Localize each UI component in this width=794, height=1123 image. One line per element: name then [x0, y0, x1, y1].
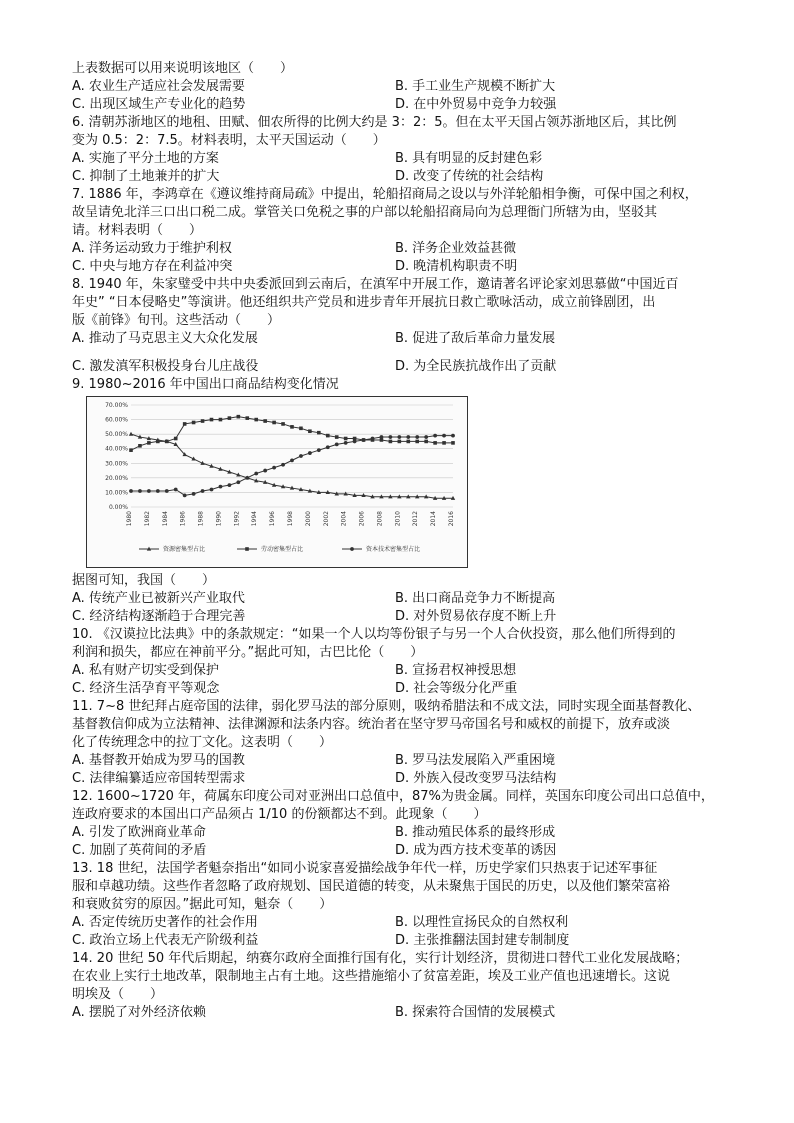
data-point [433, 434, 437, 438]
x-tick-label: 1990 [215, 511, 223, 527]
q14-text-line3: 明埃及（ ） [72, 987, 164, 1002]
q7-option-b[interactable]: B. 洋务企业效益甚微 [395, 241, 517, 256]
q6-text-line1: 6. 清朝苏浙地区的地租、田赋、佃农所得的比例大约是 3：2：5。但在太平天国占领苏浙地区后，其比例 [72, 115, 677, 130]
data-point [308, 451, 312, 455]
q14-option-b[interactable]: B. 探索符合国情的发展模式 [395, 1005, 556, 1020]
data-point [317, 448, 321, 452]
data-point [192, 492, 196, 496]
x-tick-label: 2004 [340, 511, 348, 527]
data-point [156, 489, 160, 493]
q11-option-d[interactable]: D. 外族入侵改变罗马法结构 [395, 771, 557, 786]
data-point [237, 415, 241, 419]
data-point [299, 427, 303, 431]
option-b[interactable]: B. 手工业生产规模不断扩大 [395, 79, 556, 94]
x-tick-label: 2014 [430, 511, 438, 527]
q11-text-line3: 化了传统理念中的拉丁文化。这表明（ ） [72, 735, 333, 750]
data-point [129, 432, 133, 436]
data-point [227, 483, 231, 487]
q8-option-c[interactable]: C. 激发滇军积极投身台儿庄战役 [72, 359, 259, 374]
q6-option-c[interactable]: C. 抑制了土地兼并的扩大 [72, 169, 220, 184]
data-point [389, 440, 393, 444]
data-point [371, 437, 375, 441]
x-tick-label: 1998 [287, 511, 294, 527]
data-point [397, 435, 401, 439]
q6-option-b[interactable]: B. 具有明显的反封建色彩 [395, 151, 543, 166]
q8-option-b[interactable]: B. 促进了敌后革命力量发展 [395, 331, 556, 346]
y-tick-label: 10.00% [105, 489, 128, 497]
q8-text-line1: 8. 1940 年，朱家璧受中共中央委派回到云南后，在滇军中开展工作，邀请著名评论家刘思慕做“中国近百 [72, 277, 679, 292]
data-point [290, 425, 294, 429]
data-point [174, 437, 178, 441]
x-tick-label: 1982 [143, 511, 151, 527]
data-point [326, 434, 330, 438]
y-tick-label: 60.00% [105, 416, 128, 424]
data-point [272, 466, 276, 470]
data-point [398, 440, 402, 444]
x-tick-label: 1996 [269, 511, 277, 527]
data-point [228, 416, 232, 420]
x-tick-label: 2002 [322, 511, 330, 527]
q13-text-line2: 服和卓越功绩。这些作者忽略了政府规划、国民道德的转变，从未聚焦于国民的历史，以及他们繁荣富裕 [72, 879, 671, 894]
q7-text-line2: 故呈请免北洋三口出口税二成。掌管关口免税之事的户部以轮船招商局向为总理衙门所辖为由，坚驳其 [72, 205, 658, 220]
q9-option-c[interactable]: C. 经济结构逐渐趋于合理完善 [72, 609, 246, 624]
data-point [415, 440, 419, 444]
q7-option-c[interactable]: C. 中央与地方存在利益冲突 [72, 259, 233, 274]
export-structure-chart [86, 396, 468, 568]
q7-text-line3: 请。材料表明（ ） [72, 223, 203, 238]
data-point [353, 440, 357, 444]
q6-option-a[interactable]: A. 实施了平分土地的方案 [72, 151, 219, 166]
data-point [451, 434, 455, 438]
data-point [281, 463, 285, 467]
x-tick-label: 2008 [376, 511, 384, 527]
q7-option-d[interactable]: D. 晚清机构职责不明 [395, 259, 518, 274]
data-point [335, 442, 339, 446]
y-tick-label: 40.00% [105, 445, 128, 453]
q8-option-a[interactable]: A. 推动了马克思主义大众化发展 [72, 331, 258, 346]
data-point [433, 441, 437, 445]
data-point [442, 434, 446, 438]
q11-option-b[interactable]: B. 罗马法发展陷入严重困境 [395, 753, 556, 768]
data-point [156, 440, 160, 444]
q11-text-line1: 11. 7~8 世纪拜占庭帝国的法律，弱化罗马法的部分原则，吸纳希腊法和不成文法，同时实现全面基督教化、 [72, 699, 701, 714]
q10-text-line1: 10. 《汉谟拉比法典》中的条款规定：“如果一个人以均等份银子与另一个人合伙投资，那么他们所得到的 [72, 627, 676, 642]
q14-option-a[interactable]: A. 摆脱了对外经济依赖 [72, 1005, 206, 1020]
data-point [380, 435, 384, 439]
option-c[interactable]: C. 出现区域生产专业化的趋势 [72, 97, 246, 112]
x-tick-label: 1986 [179, 511, 187, 527]
legend-label: 资本技术密集型占比 [366, 546, 421, 553]
data-point [415, 435, 419, 439]
data-point [281, 422, 285, 426]
data-point [326, 445, 330, 449]
q13-option-a[interactable]: A. 否定传统历史著作的社会作用 [72, 915, 258, 930]
data-point [201, 419, 205, 423]
data-point [138, 489, 142, 493]
data-point [272, 421, 276, 425]
q9-option-d[interactable]: D. 对外贸易依存度不断上升 [395, 609, 557, 624]
data-point [174, 488, 178, 492]
q12-text-line1: 12. 1600~1720 年，荷属东印度公司对亚洲出口总值中，87%为贵金属。同样，英国东印度公司出口总值中， [72, 789, 714, 804]
data-point [388, 435, 392, 439]
legend-marker [245, 547, 249, 551]
q11-text-line2: 基督教信仰成为立法精神、法律渊源和法条内容。统治者在坚守罗马帝国名号和威权的前提下，放弃或淡 [72, 717, 671, 732]
data-point [245, 416, 249, 420]
q12-option-d[interactable]: D. 成为西方技术变革的诱因 [395, 843, 557, 858]
x-tick-label: 2010 [394, 511, 402, 527]
q14-text-line2: 在农业上实行土地改革，限制地主占有土地。这些措施缩小了贫富差距，埃及工业产值也迅速增长。这说 [72, 969, 671, 984]
q7-text-line1: 7. 1886 年，李鸿章在《遵议维持商局疏》中提出，轮船招商局之设以与外洋轮船相争衡，可保中国之利权， [72, 187, 698, 202]
exam-page [72, 60, 732, 1022]
data-point [263, 419, 267, 423]
data-point [219, 485, 223, 489]
x-tick-label: 1988 [197, 511, 205, 527]
legend-marker [350, 547, 354, 551]
legend-label: 资源密集型占比 [163, 546, 206, 553]
q14-text-line1: 14. 20 世纪 50 年代后期起，纳赛尔政府全面推行国有化，实行计划经济，贯彻进口替代工业化发展战略； [72, 951, 689, 966]
q13-option-c[interactable]: C. 政治立场上代表无产阶级利益 [72, 933, 259, 948]
x-tick-label: 2006 [358, 511, 366, 527]
data-point [219, 418, 223, 422]
data-point [290, 458, 294, 462]
x-tick-label: 1994 [251, 511, 259, 527]
data-point [147, 489, 151, 493]
q7-option-a[interactable]: A. 洋务运动致力于维护利权 [72, 241, 232, 256]
option-a[interactable]: A. 农业生产适应社会发展需要 [72, 79, 245, 94]
q9-stem: 据图可知，我国（ ） [72, 573, 216, 588]
data-point [406, 435, 410, 439]
q6-option-d[interactable]: D. 改变了传统的社会结构 [395, 169, 544, 184]
q12-option-c[interactable]: C. 加剧了英荷间的矛盾 [72, 843, 207, 858]
q13-option-d[interactable]: D. 主张推翻法国封建专制制度 [395, 933, 570, 948]
q6-text-line2: 变为 0.5：2：7.5。材料表明，太平天国运动（ ） [72, 133, 386, 148]
data-point [129, 448, 133, 452]
data-point [335, 435, 339, 439]
q8-text-line3: 版《前锋》旬刊。这些活动（ ） [72, 313, 281, 328]
data-point [442, 441, 446, 445]
data-point [183, 422, 187, 426]
q10-option-a[interactable]: A. 私有财产切实受到保护 [72, 663, 219, 678]
q9-title: 9. 1980~2016 年中国出口商品结构变化情况 [72, 377, 339, 392]
data-point [245, 476, 249, 480]
data-point [147, 441, 151, 445]
data-point [201, 489, 205, 493]
data-point [192, 421, 196, 425]
y-tick-label: 30.00% [105, 460, 128, 468]
q8-option-d[interactable]: D. 为全民族抗战作出了贡献 [395, 359, 557, 374]
question-stem: 上表数据可以用来说明该地区（ ） [72, 61, 294, 76]
x-tick-label: 1992 [233, 511, 241, 527]
data-point [236, 480, 240, 484]
y-tick-label: 70.00% [105, 402, 128, 409]
data-point [210, 488, 214, 492]
q13-option-b[interactable]: B. 以理性宣扬民众的自然权利 [395, 915, 569, 930]
q11-option-a[interactable]: A. 基督教开始成为罗马的国教 [72, 753, 245, 768]
data-point [129, 489, 133, 493]
data-point [424, 435, 428, 439]
data-point [344, 437, 348, 441]
q12-option-b[interactable]: B. 推动殖民体系的最终形成 [395, 825, 556, 840]
x-tick-label: 2016 [448, 511, 455, 527]
data-point [165, 489, 169, 493]
data-point [263, 469, 267, 473]
series-line-1 [131, 417, 453, 451]
data-point [210, 418, 214, 422]
option-d[interactable]: D. 在中外贸易中竞争力较强 [395, 97, 557, 112]
data-point [299, 454, 303, 458]
q10-option-b[interactable]: B. 宣扬君权神授思想 [395, 663, 517, 678]
q12-text-line2: 连政府要求的本国出口产品须占 1/10 的份额都达不到。此现象（ ） [72, 807, 487, 822]
y-tick-label: 20.00% [105, 474, 128, 482]
q13-text-line1: 13. 18 世纪，法国学者魁奈指出“如同小说家喜爱描绘战争年代一样，历史学家们只热衷于记述军事征 [72, 861, 658, 876]
data-point [424, 440, 428, 444]
data-point [183, 493, 187, 497]
data-point [254, 472, 258, 476]
line-chart-svg [87, 397, 467, 567]
data-point [138, 444, 142, 448]
y-tick-label: 0.00% [108, 504, 128, 511]
x-tick-label: 2000 [304, 511, 312, 527]
x-tick-label: 1980 [126, 511, 133, 527]
q10-option-c[interactable]: C. 经济生活孕育平等观念 [72, 681, 220, 696]
data-point [165, 440, 169, 444]
data-point [406, 440, 410, 444]
x-tick-label: 1984 [161, 511, 169, 527]
data-point [451, 441, 455, 445]
q8-text-line2: 年史” “日本侵略史”等演讲。他还组织共产党员和进步青年开展抗日救亡歌咏活动，成立前锋剧团，出 [72, 295, 656, 310]
q10-option-d[interactable]: D. 社会等级分化严重 [395, 681, 518, 696]
data-point [344, 441, 348, 445]
q12-option-a[interactable]: A. 引发了欧洲商业革命 [72, 825, 206, 840]
q9-option-b[interactable]: B. 出口商品竞争力不断提高 [395, 591, 556, 606]
q11-option-c[interactable]: C. 法律编纂适应帝国转型需求 [72, 771, 246, 786]
data-point [317, 431, 321, 435]
data-point [254, 418, 258, 422]
q10-text-line2: 利润和损失，都应在神前平分。”据此可知，古巴比伦（ ） [72, 645, 424, 660]
data-point [308, 429, 312, 433]
y-tick-label: 50.00% [105, 431, 128, 439]
legend-label: 劳动密集型占比 [261, 546, 304, 553]
data-point [362, 438, 366, 442]
q9-option-a[interactable]: A. 传统产业已被新兴产业取代 [72, 591, 245, 606]
x-tick-label: 2012 [412, 511, 420, 527]
q13-text-line3: 和衰败贫穷的原因。”据此可知，魁奈（ ） [72, 897, 333, 912]
